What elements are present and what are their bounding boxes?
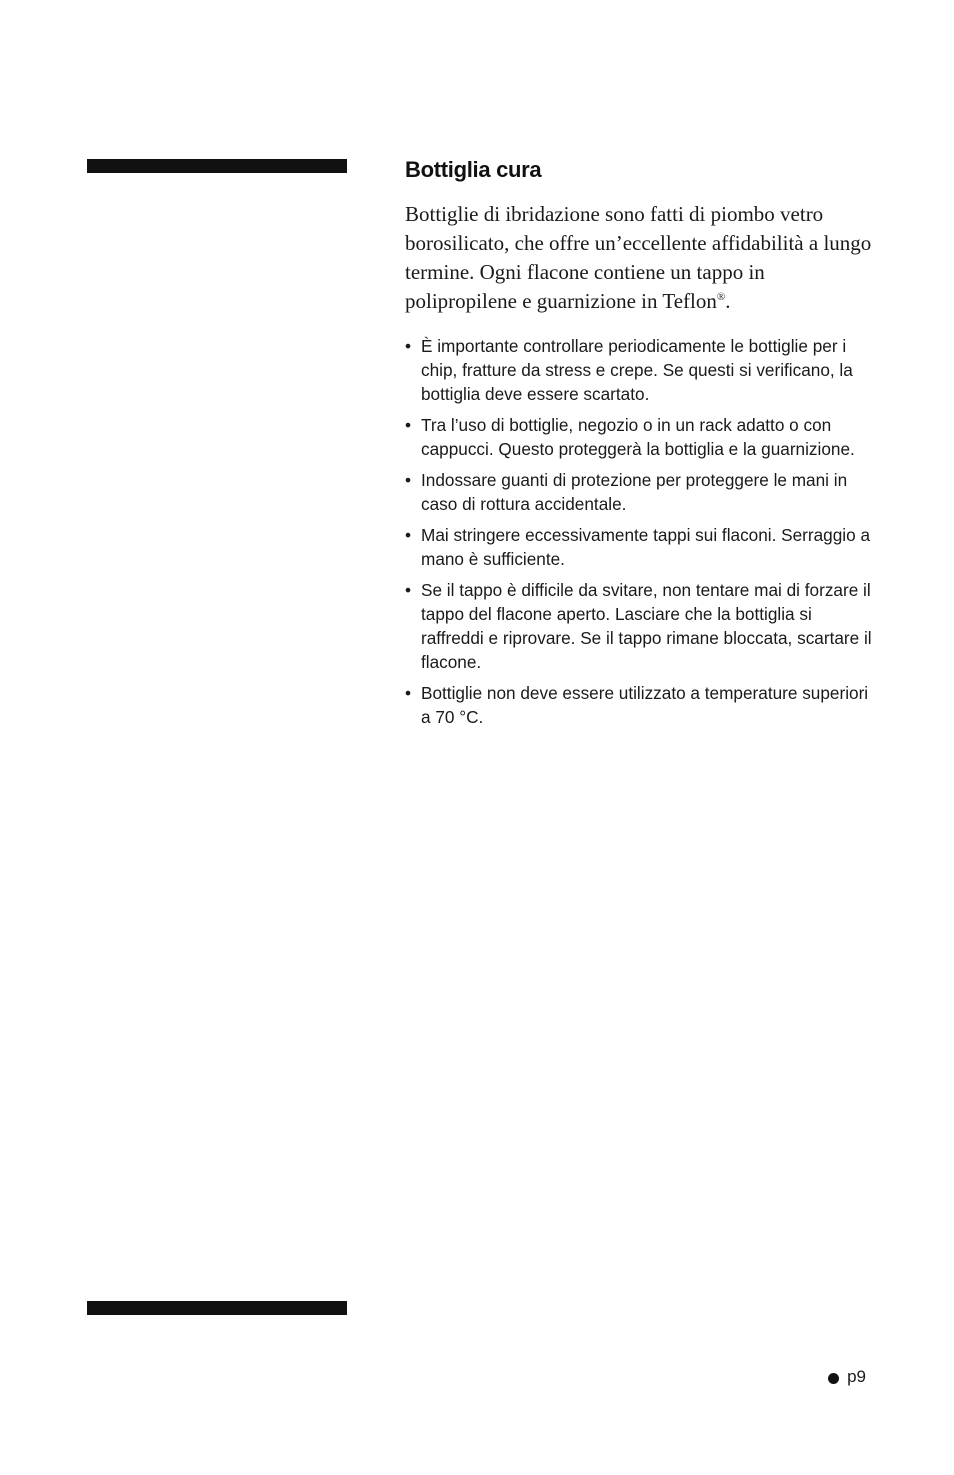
bottom-rule-bar: [87, 1301, 347, 1315]
section-heading: Bottiglia cura: [405, 157, 542, 182]
bullet-item-5: [405, 578, 875, 674]
section-content: [405, 154, 875, 736]
page-marker-dot-icon: [828, 1373, 839, 1384]
bullet-text: Indossare guanti di protezione per proteggere le mani in caso di rottura accidentale.: [421, 470, 848, 514]
bullet-text: È importante controllare periodicamente le bottiglie per i chip, fratture da stress e crepe. Se questi si verificano, la bottiglia deve essere scartato.: [421, 336, 853, 404]
bullet-dot-icon: •: [405, 415, 412, 435]
bullet-item-2: [405, 413, 875, 461]
top-rule-bar: [87, 159, 347, 173]
bullet-text: Tra l’uso di bottiglie, negozio o in un rack adatto o con cappucci. Questo proteggerà la bottiglia e la guarnizione.: [421, 415, 855, 459]
bullet-text: Bottiglie non deve essere utilizzato a temperature superiori a 70 °C.: [421, 683, 869, 727]
intro-text: Bottiglie di ibridazione sono fatti di piombo vetro borosilicato, che offre un’eccellente affidabilità a lungo termine. Ogni flacone contiene un tappo in polipropilene e guarnizione in Teflon: [405, 202, 872, 313]
bullet-dot-icon: •: [405, 683, 412, 703]
bullet-item-3: [405, 468, 875, 516]
bullet-dot-icon: •: [405, 525, 412, 545]
intro-end: .: [725, 289, 731, 313]
page-number: p9: [847, 1367, 866, 1386]
bullet-dot-icon: •: [405, 470, 412, 490]
bullet-item-6: [405, 681, 875, 729]
bullet-dot-icon: •: [405, 580, 412, 600]
bullet-dot-icon: •: [405, 336, 412, 356]
care-bullet-list: [405, 334, 875, 729]
bullet-text: Mai stringere eccessivamente tappi sui flaconi. Serraggio a mano è sufficiente.: [421, 525, 871, 569]
page-footer: [828, 1366, 866, 1388]
bullet-item-1: [405, 334, 875, 406]
registered-mark: ®: [716, 291, 726, 303]
intro-paragraph: [405, 200, 875, 316]
bullet-text: Se il tappo è difficile da svitare, non tentare mai di forzare il tappo del flacone aperto. Lasciare che la bottiglia si raffreddi e riprovare. Se il tappo rimane bloccata, scartare il flacone.: [421, 580, 872, 672]
bullet-item-4: [405, 523, 875, 571]
